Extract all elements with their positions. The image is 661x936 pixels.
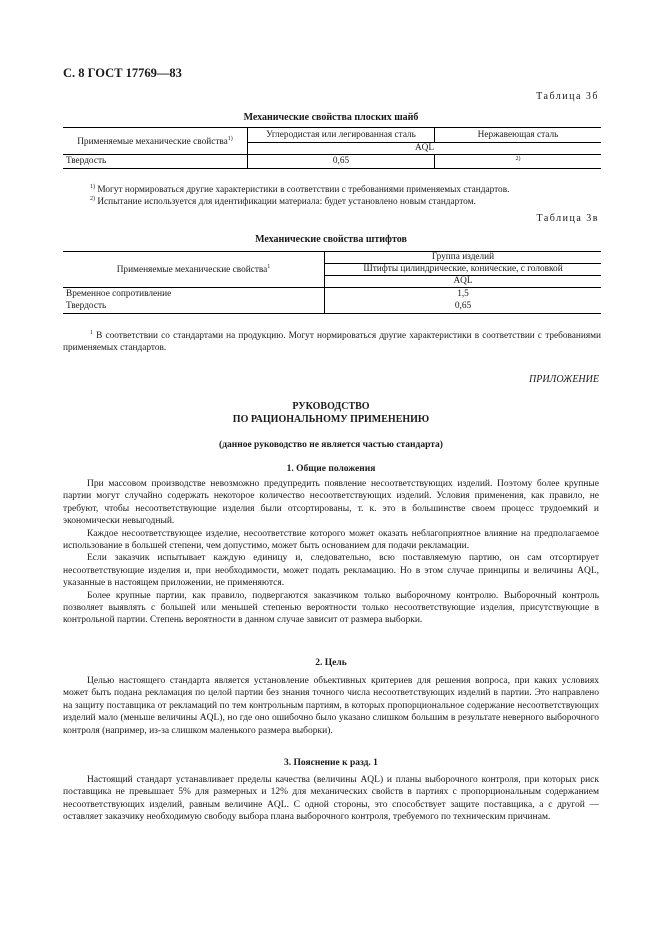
footnote-3v: $^1$ В соответствии со стандартами на продукцию. Могут нормироваться другие характеристики в соответствии с требованиями применяемых стандартов. [63, 330, 602, 354]
table-3b-row-stainless: 2) [435, 155, 602, 169]
table-3v-row-label: Временное сопротивление [63, 288, 325, 301]
section1-heading: 1. Общие положения [286, 464, 376, 474]
page-header: С. 8 ГОСТ 17769—83 [63, 66, 182, 80]
table-3v [63, 251, 601, 314]
appendix-subtitle: (данное руководство не является частью стандарта) [219, 440, 443, 450]
table-3v-row-label: Твердость [63, 301, 325, 314]
table-3b-row-steel: 0,65 [248, 155, 435, 169]
table-3v-title: Механические свойства штифтов [255, 234, 407, 245]
table-3b-header-steel: Углеродистая или легированная сталь [248, 128, 435, 143]
section2-paragraph: Целью настоящего стандарта является установление объективных критериев для решения вопроса, при каких условиях может быть подана рекламация по целой партии без знания точного числа несоответствующих изделий в партии. Это направлено на защиту поставщика от рекламаций по тем контрольным партиям, в которых пропорциональное содержание несоответствующих изделий мало (меньше величины AQL), но где оно ошибочно было указано слишком большим в результате неверного выборочного контроля (например, из-за слишком маленького размера выборки). [63, 676, 599, 736]
section2-heading: 2. Цель [315, 658, 347, 668]
table-3b-header-property: Применяемые механические свойства$^{1)}$ [63, 128, 248, 155]
section1-paragraph: Каждое несоответствующее изделие, несоответствие которого может оказать неблагоприятное влияние на предполагаемое использование в большей степени, чем допустимо, может быть основанием для подачи рекламации. [63, 528, 599, 552]
table-3b [63, 127, 601, 169]
section1-body [63, 478, 599, 627]
table-3v-header-group: Группа изделий [325, 252, 602, 264]
table-3v-header-aql: AQL [325, 276, 602, 288]
section2-body [63, 675, 599, 737]
table-3v-header-property: Применяемые механические свойства$^1$ [63, 252, 325, 288]
footnote-3b-2: $^{2)}$ Испытание используется для идентификации материала: будет установлено новым стандартом. [90, 196, 476, 208]
table-3v-label: Таблица 3в [536, 213, 599, 224]
section1-paragraph: При массовом производстве невозможно предупредить появление несоответствующих изделий. Поэтому более крупные партии могут случайно содержать некоторое количество несоответствующих изделий. Условия применения, как правило, не требуют, чтобы несоответствующие изделия были отсортированы, т. к. это в большинстве своем процесс трудоемкий и экономически невыгодный. [63, 479, 599, 527]
section1-paragraph: Более крупные партии, как правило, подвергаются заказчиком только выборочному контролю. Выборочный контроль позволяет выявлять с большей или меньшей степенью вероятности только несоответствующие изделия, присутствующие в контрольной партии. Степень вероятности в данном случае зависит от размера выборки. [63, 590, 599, 626]
section3-paragraph: Настоящий стандарт устанавливает пределы качества (величины AQL) и планы выборочного контроля, при которых риск поставщика не превышает 5% для размерных и 12% для механических свойств в партиях с пропорциональным содержанием несоответствующих изделий, равным величине AQL. С одной стороны, это способствует защите поставщика, а с другой — оставляет заказчику необходимую свободу выбора плана выборочного контроля, требуемого по техническим причинам. [63, 775, 599, 823]
table-3v-header-pins: Штифты цилиндрические, конические, с головкой [325, 264, 602, 276]
section3-heading: 3. Пояснение к разд. 1 [284, 758, 378, 768]
appendix-title-line2: ПО РАЦИОНАЛЬНОМУ ПРИМЕНЕНИЮ [232, 414, 430, 425]
table-3v-row-value: 1,5 [457, 288, 469, 299]
table-3b-row-label: Твердость [63, 155, 248, 169]
table-3b-label: Таблица 3б [536, 91, 599, 102]
section3-body [63, 774, 599, 824]
table-3b-header-aql: AQL [248, 143, 602, 155]
table-3b-header-stainless: Нержавеющая сталь [435, 128, 602, 143]
appendix-label: ПРИЛОЖЕНИЕ [529, 374, 599, 385]
appendix-title-line1: РУКОВОДСТВО [292, 401, 370, 412]
table-3v-row-value: 0,65 [325, 301, 602, 314]
section1-paragraph: Если заказчик испытывает каждую единицу и, следовательно, всю поставляемую партию, он сам отсортирует несоответствующие изделия и, при необходимости, может подать рекламацию. Но в этом случае принципы и величины AQL, указанные в настоящем приложении, не применяются. [63, 553, 599, 589]
footnote-3b-1: $^{1)}$ Могут нормироваться другие характеристики в соответствии с требованиями применяемых стандартов. [90, 184, 510, 196]
table-3b-title: Механические свойства плоских шайб [243, 112, 419, 123]
